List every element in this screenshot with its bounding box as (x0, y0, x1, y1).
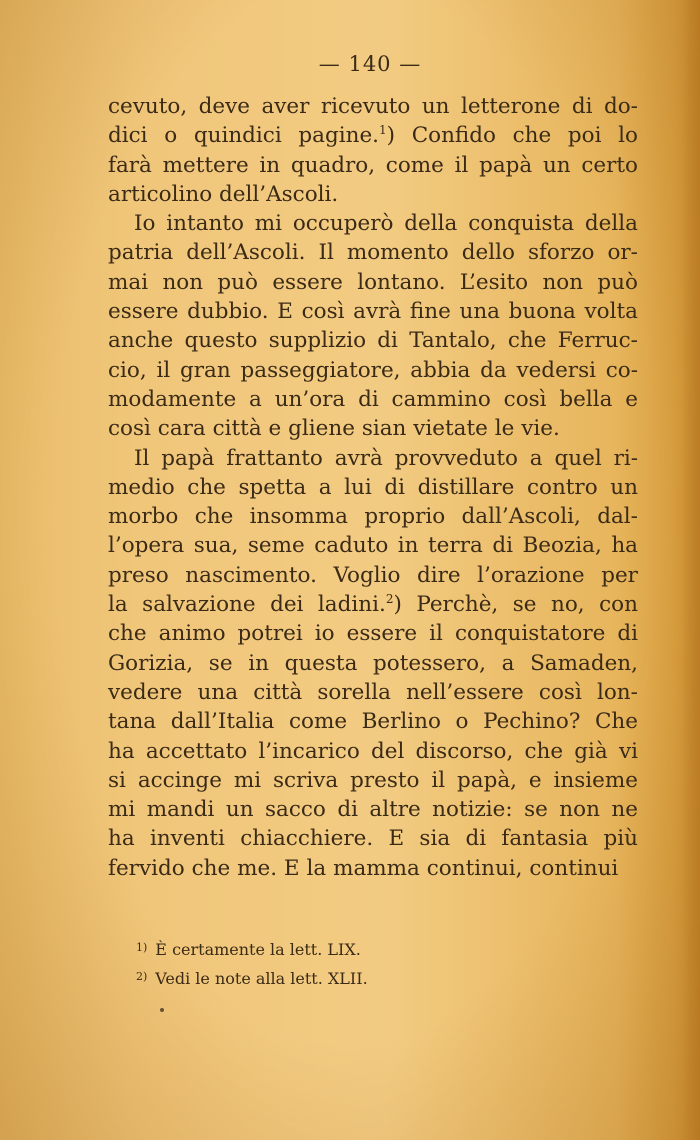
text-line: preso nascimento. Voglio dire l’orazione per (108, 562, 638, 588)
text-line: morbo che insomma proprio dall’Ascoli, dal- (108, 504, 638, 530)
text-line: modamente a un’ora di cammino così bella e (108, 386, 638, 412)
text-line: farà mettere in quadro, come il papà un certo (108, 152, 638, 178)
text-line: la salvazione dei ladini.$^2$) Perchè, se no, con (108, 592, 638, 618)
text-line: così cara città e gliene sian vietate le vie. (108, 416, 560, 442)
page-edge-shadow (682, 0, 700, 1140)
footnotes (136, 934, 368, 992)
footnote-mark: 1) (136, 941, 148, 954)
text-line: ha accettato l’incarico del discorso, che già vi (108, 738, 638, 764)
ink-speck (160, 1008, 164, 1012)
footnote-text: È certamente la lett. LIX. (155, 940, 361, 959)
text-line: essere dubbio. E così avrà fine una buona volta (108, 299, 638, 325)
text-line: mai non può essere lontano. L’esito non può (108, 269, 638, 295)
text-line: articolino dell’Ascoli. (108, 181, 339, 207)
text-line: Io intanto mi occuperò della conquista della (134, 211, 638, 237)
text-line: l’opera sua, seme caduto in terra di Beozia, ha (108, 533, 638, 559)
text-line: Gorizia, se in questa potessero, a Samaden, (108, 650, 638, 676)
text-line: che animo potrei io essere il conquistatore di (108, 621, 638, 647)
page-number: — 140 — (318, 52, 422, 76)
text-line: tana dall’Italia come Berlino o Pechino? Che (108, 709, 638, 735)
text-line: medio che spetta a lui di distillare contro un (108, 474, 638, 500)
body-text (108, 92, 638, 883)
text-line: vedere una città sorella nell’essere così lon- (108, 679, 638, 705)
footnote-text: Vedi le note alla lett. XLII. (155, 969, 368, 988)
text-line: cio, il gran passeggiatore, abbia da vedersi co- (108, 357, 638, 383)
text-line: Il papà frattanto avrà provveduto a quel ri- (134, 445, 638, 471)
footnote (136, 963, 368, 992)
text-line: ha inventi chiacchiere. E sia di fantasia più (108, 826, 638, 852)
text-line: si accinge mi scriva presto il papà, e insieme (108, 767, 638, 793)
text-line: cevuto, deve aver ricevuto un letterone di do- (108, 94, 638, 119)
text-line: mi mandi un sacco di altre notizie: se non ne (108, 797, 638, 823)
text-line: patria dell’Ascoli. Il momento dello sforzo or- (108, 240, 638, 266)
footnote (136, 934, 368, 963)
text-line: dici o quindici pagine.$^1$) Confido che poi lo (108, 123, 638, 149)
footnote-mark: 2) (136, 970, 148, 983)
text-line: fervido che me. E la mamma continui, continui (108, 855, 619, 881)
text-line: anche questo supplizio di Tantalo, che Ferruc- (108, 328, 638, 354)
